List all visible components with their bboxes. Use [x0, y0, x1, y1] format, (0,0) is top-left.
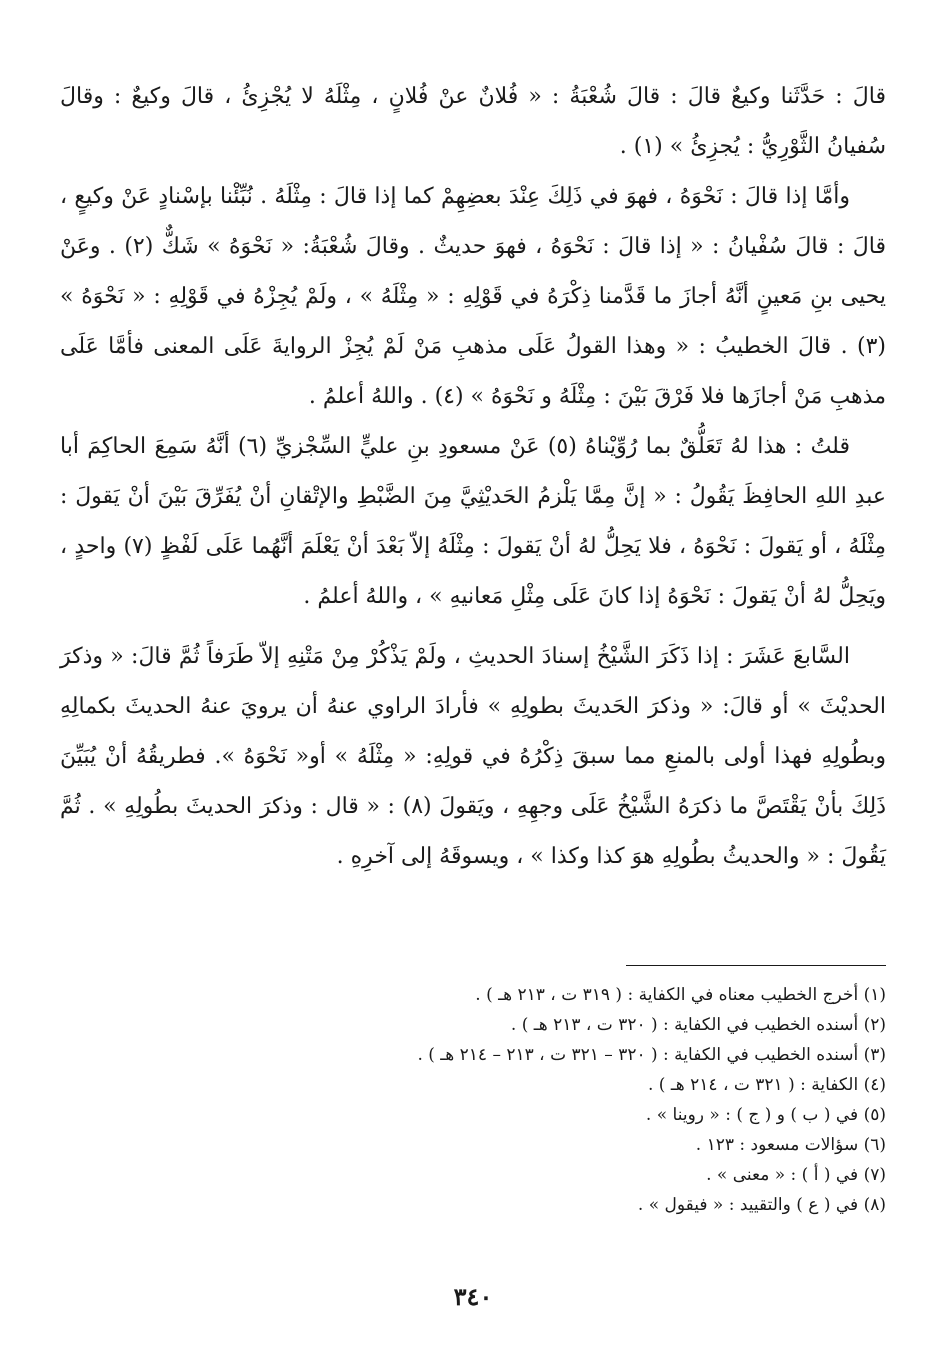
footnote-item: (١) أخرج الخطيب معناه في الكفاية : ( ٣١٩ ت ، ٢١٣ هـ ) . [475, 985, 886, 1005]
footnote-item: (٦) سؤالات مسعود : ١٢٣ . [695, 1135, 886, 1155]
paragraph-1: قالَ : حَدَّثَنا وكيعٌ قالَ : قالَ شُعْبَةُ : « فُلانٌ عنْ فُلانٍ ، مِثْلَهُ لا يُجْزِئُ ، قالَ وكيعٌ : وقالَ سُفيانُ الثَّوْرِيُّ : يُجزِئُ » (١) . [60, 84, 886, 159]
main-text [60, 72, 886, 882]
footnote-divider [626, 965, 886, 966]
page-number: ٣٤٠ [453, 1282, 493, 1311]
footnote-item: (٥) في ( ب ) و ( ج ) : « روينا » . [645, 1105, 886, 1125]
footnote-item: (٣) أسنده الخطيب في الكفاية : ( ٣٢٠ – ٣٢١ ت ، ٢١٣ – ٢١٤ هـ ) . [417, 1045, 886, 1065]
paragraph-2: وأمَّا إذا قالَ : نَحْوَهُ ، فهوَ في ذَلِكَ عِنْدَ بعضِهِمْ كما إذا قالَ : مِثْلَهُ . نُبِّئْنا بإسْنادٍ عَنْ وكيعٍ ، قالَ : قالَ سُفْيانُ : « إذا قالَ : نَحْوَهُ ، فهوَ حديثٌ . وقالَ شُعْبَةُ: « نَحْوَهُ » شَكٌّ (٢) . وعَنْ يحيى بنِ مَعينٍ أنَّهُ أجازَ ما قَدَّمنا ذِكْرَهُ في قَوْلِهِ : « مِثْلَهُ » ، ولَمْ يُجِزْهُ في قَوْلِهِ : « نَحْوَهُ » (٣) . قالَ الخطيبُ : « وهذا القولُ عَلَى مذهبِ مَنْ لَمْ يُجِزْ الروايةَ عَلَى المعنى فأمَّا عَلَى مذهبِ مَنْ أجازَها فلا فَرْقَ بَيْنَ : مِثْلَهُ و نَحْوَهُ » (٤) . واللهُ أعلمُ . [60, 184, 887, 409]
footnote-item: (٢) أسنده الخطيب في الكفاية : ( ٣٢٠ ت ، ٢١٣ هـ ) . [510, 1015, 886, 1035]
paragraph-4: السَّابعَ عَشَرَ : إذا ذَكَرَ الشَّيْخُ إسنادَ الحديثِ ، ولَمْ يَذْكُرْ مِنْ مَتْنِهِ إلاّ طَرَفاً ثُمَّ قالَ: « وذكرَ الحديْثَ » أو قالَ: « وذكرَ الحَديثَ بطولِهِ » فأرادَ الراوي عنهُ أن يرويَ عنهُ الحديثَ بكمالِهِ وبطُولِهِ فهذا أولى بالمنعِ مما سبقَ ذِكْرُهُ في قولِهِ: « مِثْلَهُ » أو« نَحْوَهُ ». فطريقُهُ أنْ يُبَيِّنَ ذَلِكَ بأنْ يَقْتَصَّ ما ذكرَهُ الشَّيْخُ عَلَى وجهِهِ ، ويَقولَ (٨) : « قال : وذكرَ الحديثَ بطُولِهِ » . ثُمَّ يَقُولَ : « والحديثُ بطُولِهِ هوَ كذا وكذا » ، ويسوقَهُ إلى آخرِهِ . [60, 644, 886, 869]
footnote-item: (٧) في ( أ ) : « معنى » . [706, 1165, 886, 1185]
footnote-item: (٤) الكفاية : ( ٣٢١ ت ، ٢١٤ هـ ) . [647, 1075, 886, 1095]
paragraph-3: قلتُ : هذا لهُ تَعَلُّقٌ بما رُوِّيْناهُ (٥) عَنْ مسعودِ بنِ عليٍّ السِّجْزيِّ (٦) أنَّهُ سَمِعَ الحاكِمَ أبا عبدِ اللهِ الحافِظَ يَقُولُ : « إنَّ مِمَّا يَلْزمُ الحَديْثِيَّ مِنَ الضَّبْطِ والإتْقانِ أنْ يُفَرِّقَ بَيْنَ أنْ يَقولَ : مِثْلَهُ ، أو يَقولَ : نَحْوَهُ ، فلا يَحِلُّ لهُ أنْ يَقولَ : مِثْلَهُ إلاّ بَعْدَ أنْ يَعْلَمَ أنَّهُما عَلَى لَفْظٍ (٧) واحدٍ ، ويَحِلُّ لهُ أنْ يَقولَ : نَحْوَهُ إذا كانَ عَلَى مِثْلِ مَعانيهِ » ، واللهُ أعلمُ . [60, 434, 886, 609]
page-content [60, 72, 886, 882]
footnote-item: (٨) في ( ع ) والتقييد : « فيقول » . [637, 1195, 886, 1215]
footnotes-list [60, 980, 886, 1220]
